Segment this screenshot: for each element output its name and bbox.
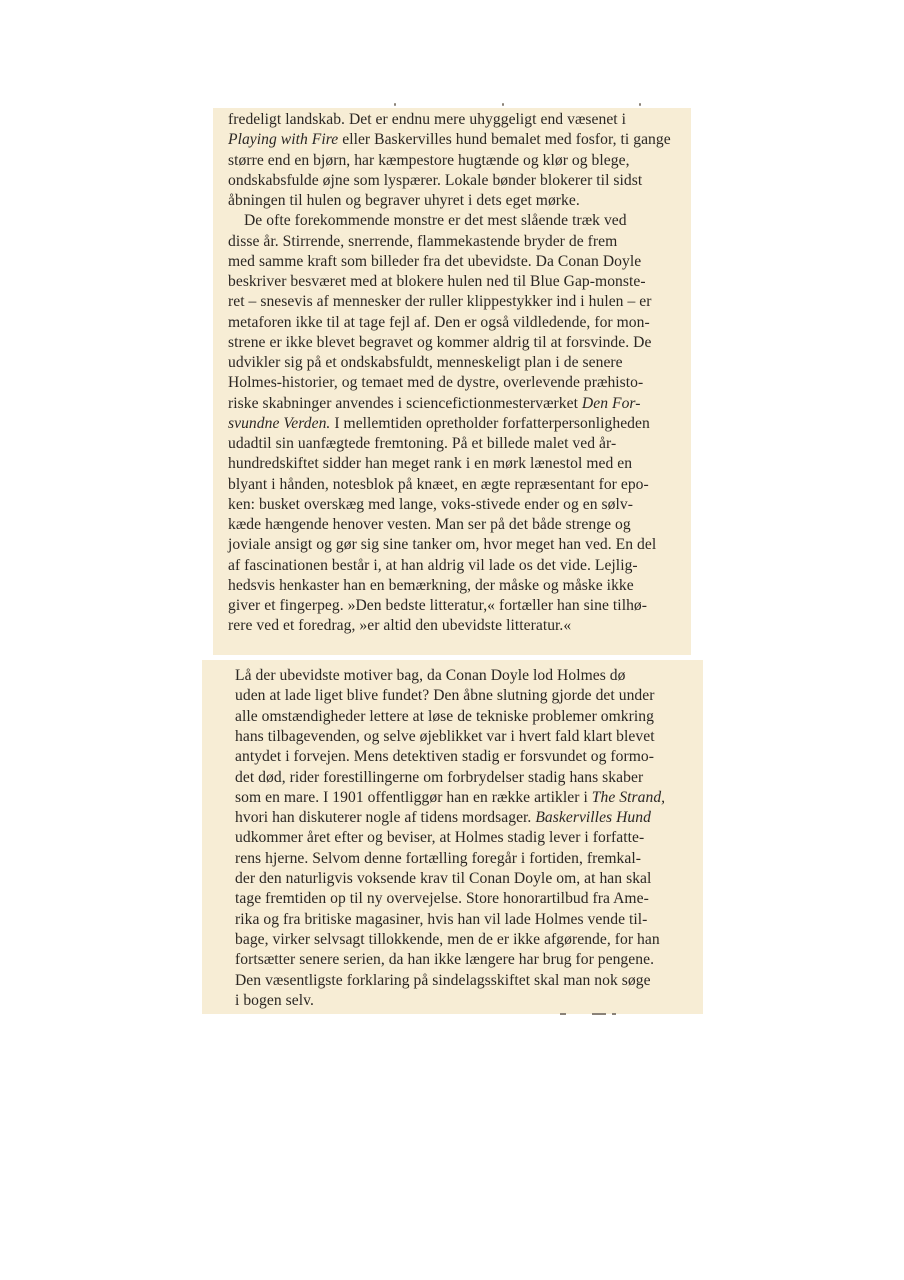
- text-line: [235, 808, 651, 828]
- text-line: [228, 110, 626, 130]
- text-span: hundredskiftet sidder han meget rank i en mørk lænestol med en: [228, 455, 633, 473]
- text-line: [235, 768, 643, 788]
- text-span: ken: busket overskæg med lange, voks-stivede ender og en sølv-: [228, 495, 633, 513]
- text-span: Den væsentligste forklaring på sindelagsskiftet skal man nok søge: [235, 971, 651, 989]
- text-span: Lå der ubevidste motiver bag, da Conan Doyle lod Holmes dø: [235, 667, 626, 684]
- text-span: giver et fingerpeg. »Den bedste litteratur,« fortæller han sine tilhø-: [228, 597, 648, 614]
- text-span: af fascinationen består i, at han aldrig vil lade os det vide. Lejlig-: [228, 556, 638, 574]
- text-line: [228, 515, 631, 535]
- text-span: der den naturligvis voksende krav til Conan Doyle om, at han skal: [235, 870, 652, 887]
- text-line: [235, 747, 654, 767]
- text-line: [235, 930, 660, 950]
- text-line: [235, 950, 654, 970]
- text-line: [244, 211, 627, 231]
- text-span: metaforen ikke til at tage fejl af. Den er også vildledende, for mon-: [228, 313, 650, 331]
- text-line: [228, 373, 643, 393]
- text-span: joviale ansigt og gør sig sine tanker om, hvor meget han ved. En del: [228, 536, 657, 554]
- text-span: strene er ikke blevet begravet og kommer aldrig til at forsvinde. De: [228, 333, 652, 351]
- text-span: det død, rider forestillingerne om forbrydelser stadig hans skaber: [235, 768, 644, 786]
- text-line: [228, 414, 650, 434]
- text-line: [228, 130, 671, 150]
- text-line: [228, 596, 647, 616]
- italic-title: svundne Verden.: [228, 414, 331, 432]
- text-span: udvikler sig på et ondskabsfuldt, menneskeligt plan i de senere: [228, 354, 623, 371]
- text-line: [228, 313, 650, 333]
- text-span: alle omstændigheder lettere at løse de tekniske problemer omkring: [235, 707, 654, 725]
- italic-title: Playing with Fire: [228, 131, 339, 149]
- text-span: uden at lade liget blive fundet? Den åbne slutning gjorde det under: [235, 687, 655, 705]
- text-line: [228, 556, 638, 576]
- text-span: Holmes-historier, og temaet med de dystre, overlevende præhisto-: [228, 374, 644, 392]
- text-line: [235, 971, 651, 991]
- text-span: hedsvis henkaster han en bemærkning, der måske og måske ikke: [228, 576, 634, 594]
- clipping-cut-remnants: [213, 100, 691, 108]
- text-span: fredeligt landskab. Det er endnu mere uhyggeligt end væsenet i: [228, 111, 627, 128]
- italic-title: Baskervilles Hund: [535, 809, 651, 827]
- text-span: åbningen til hulen og begraver uhyret i dets eget mørke.: [228, 192, 580, 209]
- text-span: udkommer året efter og beviser, at Holmes stadig lever i forfatte-: [235, 829, 645, 847]
- text-line: [228, 171, 642, 191]
- clipping-cut-remnants-bottom: [560, 1013, 620, 1017]
- text-span: beskriver besværet med at blokere hulen ned til Blue Gap-monste-: [228, 273, 646, 290]
- text-line: [228, 454, 632, 474]
- text-line: [235, 910, 647, 930]
- text-line: [235, 707, 654, 727]
- text-span: rere ved et foredrag, »er altid den ubevidste litteratur.«: [228, 617, 572, 635]
- text-line: [235, 788, 665, 808]
- text-span: ret – snesevis af mennesker der ruller klippestykker ind i hulen – er: [228, 293, 652, 311]
- text-line: [235, 686, 655, 706]
- text-line: [228, 535, 656, 555]
- text-line: [228, 191, 580, 211]
- italic-title: Den For-: [581, 394, 641, 412]
- text-line: [228, 232, 617, 252]
- text-span: større end en bjørn, har kæmpestore hugtænde og klør og blege,: [228, 151, 630, 169]
- text-span: kæde hængende henover vesten. Man ser på det både strenge og: [228, 516, 631, 533]
- text-span: antydet i forvejen. Mens detektiven stadig er forsvundet og formo-: [235, 748, 655, 766]
- text-span: bage, virker selvsagt tillokkende, men de er ikke afgørende, for han: [235, 930, 660, 948]
- text-span: ondskabsfulde øjne som lyspærer. Lokale bønder blokerer til sidst: [228, 171, 643, 189]
- text-line: [228, 434, 616, 454]
- text-line: [228, 333, 651, 353]
- newspaper-clipping-top: [213, 108, 691, 655]
- text-span: blyant i hånden, notesblok på knæet, en ægte repræsentant for epo-: [228, 475, 649, 493]
- text-span: fortsætter senere serien, da han ikke længere har brug for pengene.: [235, 951, 655, 969]
- text-line: [235, 889, 649, 909]
- text-line: [228, 576, 634, 596]
- text-span: som en mare. I 1901 offentliggør han en række artikler i: [235, 788, 592, 806]
- text-span: tage fremtiden op til ny overvejelse. Store honorartilbud fra Ame-: [235, 890, 649, 908]
- text-span: rika og fra britiske magasiner, hvis han vil lade Holmes vende til-: [235, 910, 648, 928]
- text-line: [228, 394, 640, 414]
- text-line: [228, 353, 623, 373]
- text-span: riske skabninger anvendes i sciencefictionmesterværket: [228, 394, 582, 412]
- text-span: rens hjerne. Selvom denne fortælling foregår i fortiden, fremkal-: [235, 849, 641, 867]
- text-line: [235, 727, 655, 747]
- italic-title: The Strand,: [591, 788, 666, 806]
- text-line: [228, 252, 641, 272]
- text-span: disse år. Stirrende, snerrende, flammekastende bryder de frem: [228, 232, 618, 250]
- text-span: De ofte forekommende monstre er det mest slående træk ved: [244, 212, 627, 230]
- text-span: i bogen selv.: [235, 991, 314, 1009]
- text-span: hans tilbagevenden, og selve øjeblikket var i hvert fald klart blevet: [235, 727, 655, 745]
- text-line: [235, 849, 641, 869]
- text-line: [235, 991, 314, 1011]
- text-span: med samme kraft som billeder fra det ubevidste. Da Conan Doyle: [228, 252, 642, 270]
- text-line: [228, 272, 646, 292]
- newspaper-clipping-bottom: [202, 660, 703, 1014]
- text-line: [235, 869, 651, 889]
- text-line: [228, 495, 633, 515]
- text-span: udadtil sin uanfægtede fremtoning. På et billede malet ved år-: [228, 435, 617, 452]
- text-line: [235, 666, 626, 686]
- text-line: [228, 616, 571, 636]
- text-line: [228, 292, 651, 312]
- text-line: [235, 828, 644, 848]
- text-line: [228, 151, 630, 171]
- text-span: eller Baskervilles hund bemalet med fosfor, ti gange: [338, 131, 671, 149]
- text-line: [228, 475, 649, 495]
- text-span: I mellemtiden opretholder forfatterpersonligheden: [330, 414, 650, 432]
- text-span: hvori han diskuterer nogle af tidens mordsager.: [235, 809, 536, 827]
